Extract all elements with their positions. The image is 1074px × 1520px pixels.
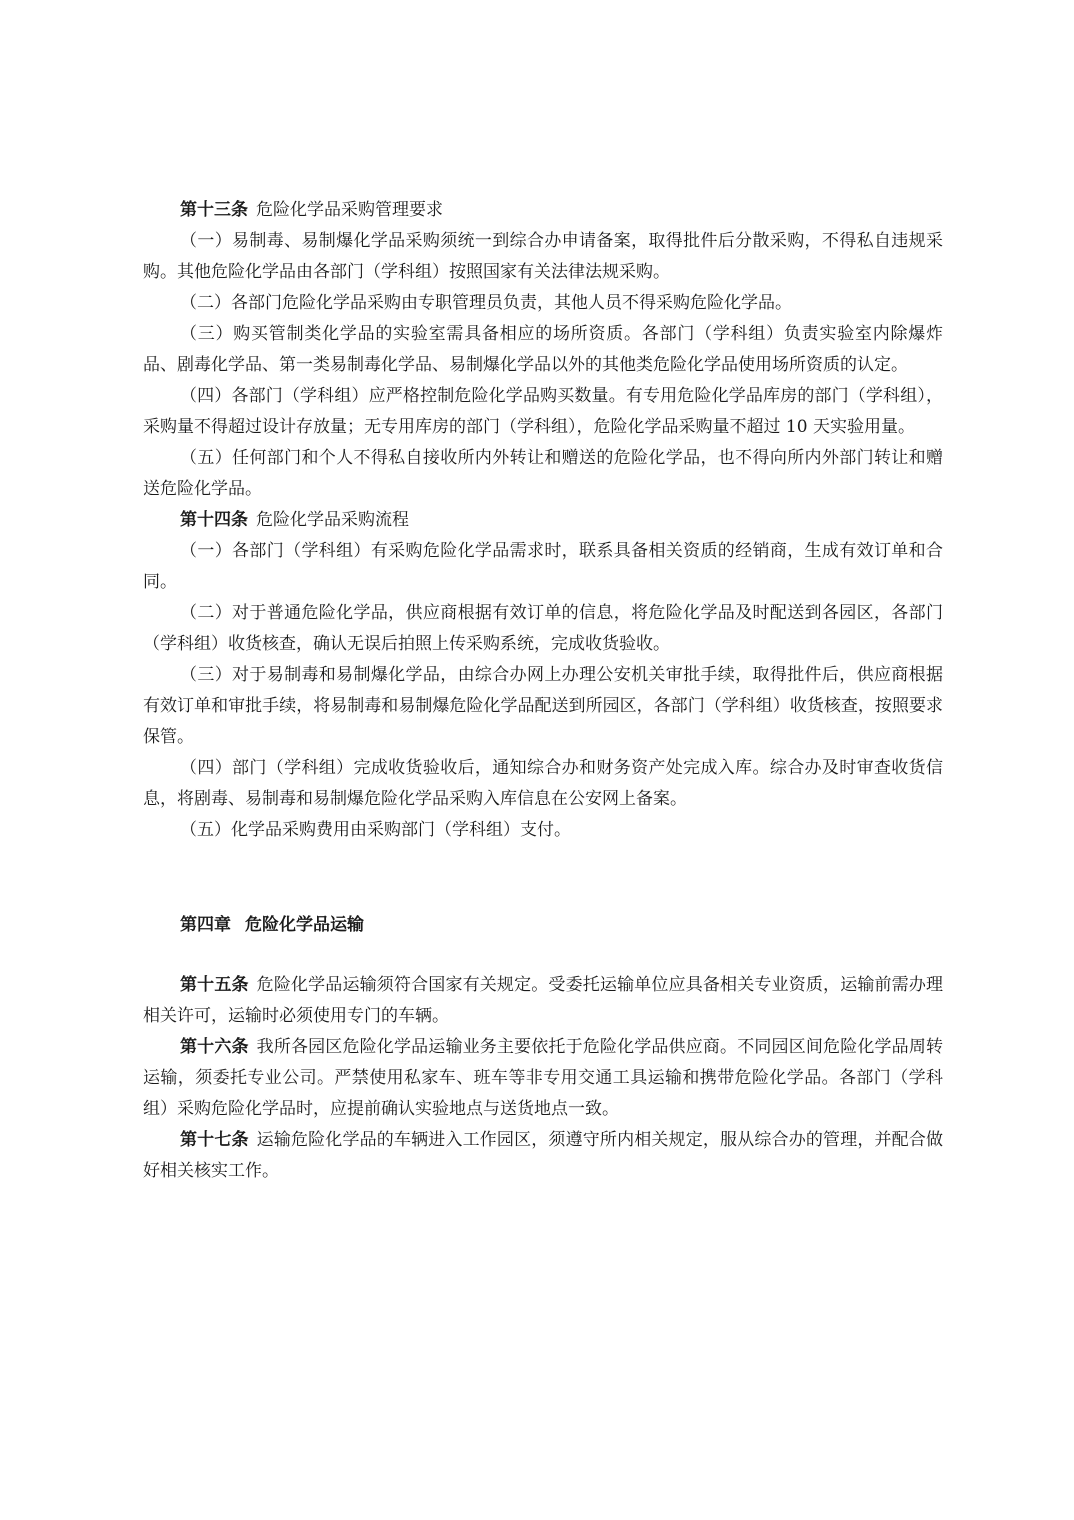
article-16-label: 第十六条 [180, 1037, 249, 1057]
chapter-4-label: 第四章 [180, 915, 231, 935]
chapter-4-title: 危险化学品运输 [245, 915, 364, 935]
article-14-heading [143, 505, 943, 536]
article-14-title: 危险化学品采购流程 [256, 510, 409, 530]
spacer [143, 846, 943, 910]
article-14-item-3: （三）对于易制毒和易制爆化学品，由综合办网上办理公安机关审批手续，取得批件后，供应商根据有效订单和审批手续，将易制毒和易制爆危险化学品配送到所园区，各部门（学科组）收货核查，按照要求保管。 [143, 665, 943, 747]
article-14-item-1: （一）各部门（学科组）有采购危险化学品需求时，联系具备相关资质的经销商，生成有效订单和合同。 [143, 541, 943, 592]
article-17-text: 运输危险化学品的车辆进入工作园区，须遵守所内相关规定，服从综合办的管理，并配合做好相关核实工作。 [143, 1130, 944, 1181]
article-13-item-1: （一）易制毒、易制爆化学品采购须统一到综合办申请备案，取得批件后分散采购，不得私自违规采购。其他危险化学品由各部门（学科组）按照国家有关法律法规采购。 [143, 231, 943, 282]
article-13-title: 危险化学品采购管理要求 [256, 200, 443, 220]
article-13-item-2: （二）各部门危险化学品采购由专职管理员负责，其他人员不得采购危险化学品。 [180, 293, 792, 313]
article-13-item-5: （五）任何部门和个人不得私自接收所内外转让和赠送的危险化学品，也不得向所内外部门转让和赠送危险化学品。 [143, 448, 943, 499]
article-14-item-5: （五）化学品采购费用由采购部门（学科组）支付。 [180, 820, 571, 840]
article-13-item-4: （四）各部门（学科组）应严格控制危险化学品购买数量。有专用危险化学品库房的部门（学科组），采购量不得超过设计存放量；无专用库房的部门（学科组），危险化学品采购量不超过 10 天实验用量。 [143, 386, 943, 437]
article-17 [143, 1125, 943, 1187]
article-13-item-3: （三）购买管制类化学品的实验室需具备相应的场所资质。各部门（学科组）负责实验室内除爆炸品、剧毒化学品、第一类易制毒化学品、易制爆化学品以外的其他类危险化学品使用场所资质的认定。 [143, 324, 943, 375]
article-15-label: 第十五条 [180, 975, 249, 995]
article-14-label: 第十四条 [180, 510, 248, 530]
article-13-label: 第十三条 [180, 200, 248, 220]
article-14-item-4: （四）部门（学科组）完成收货验收后，通知综合办和财务资产处完成入库。综合办及时审查收货信息，将剧毒、易制毒和易制爆危险化学品采购入库信息在公安网上备案。 [143, 758, 943, 809]
article-16-text: 我所各园区危险化学品运输业务主要依托于危险化学品供应商。不同园区间危险化学品周转运输，须委托专业公司。严禁使用私家车、班车等非专用交通工具运输和携带危险化学品。各部门（学科组）采购危险化学品时，应提前确认实验地点与送货地点一致。 [143, 1037, 944, 1119]
document-page [143, 195, 943, 1187]
article-15-text: 危险化学品运输须符合国家有关规定。受委托运输单位应具备相关专业资质，运输前需办理相关许可，运输时必须使用专门的车辆。 [143, 975, 944, 1026]
article-17-label: 第十七条 [180, 1130, 249, 1150]
spacer [143, 941, 943, 970]
article-15 [143, 970, 943, 1032]
article-16 [143, 1032, 943, 1125]
chapter-4-heading [143, 910, 943, 941]
article-13-heading [143, 195, 943, 226]
article-14-item-2: （二）对于普通危险化学品，供应商根据有效订单的信息，将危险化学品及时配送到各园区，各部门（学科组）收货核查，确认无误后拍照上传采购系统，完成收货验收。 [143, 603, 943, 654]
